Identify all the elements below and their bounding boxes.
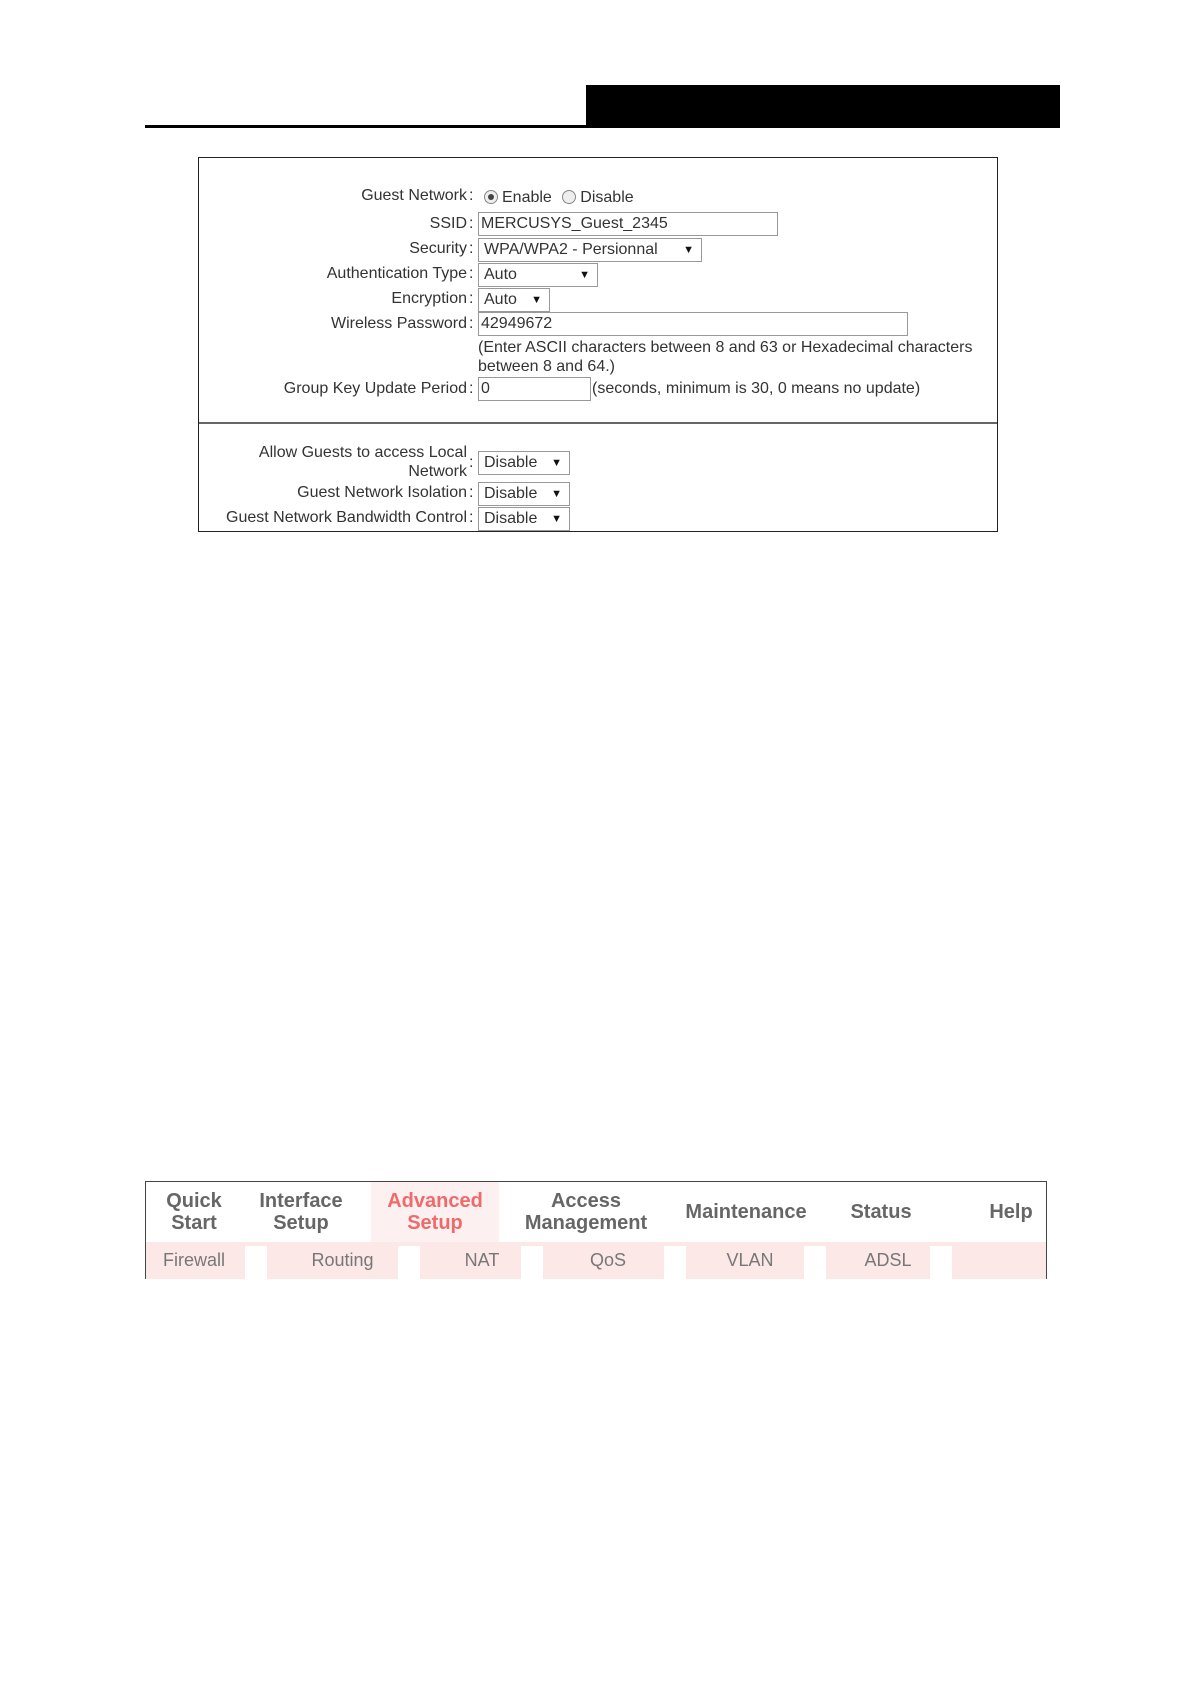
tab-help[interactable] <box>976 1182 1046 1242</box>
allow-local-label-line1: Allow Guests to access Local <box>258 444 467 461</box>
ssid-input[interactable]: MERCUSYS_Guest_2345 <box>478 212 778 236</box>
colon: : <box>469 380 474 397</box>
subtab-separator <box>804 1246 826 1279</box>
encryption-value: Auto <box>484 291 517 308</box>
guest-network-label: Guest Network <box>361 187 467 204</box>
group-key-label: Group Key Update Period <box>283 380 467 397</box>
colon: : <box>469 315 474 332</box>
allow-local-value: Disable <box>484 454 538 471</box>
tab-label-line1: Access <box>550 1190 622 1212</box>
security-value: WPA/WPA2 - Persionnal <box>484 241 658 258</box>
ssid-label: SSID <box>429 215 467 232</box>
tab-advanced-setup[interactable] <box>371 1182 499 1242</box>
nav-subtabs <box>146 1242 1046 1279</box>
group-key-input[interactable]: 0 <box>478 377 591 401</box>
colon: : <box>469 454 474 471</box>
tab-label-line1: Help <box>989 1201 1033 1223</box>
subtab-adsl[interactable]: ADSL <box>864 1250 912 1270</box>
bandwidth-value: Disable <box>484 510 538 527</box>
chevron-down-icon: ▼ <box>551 457 562 469</box>
header-black-bar <box>586 85 1060 128</box>
allow-local-label-line2: Network <box>408 463 467 480</box>
password-hint-line2: between 8 and 64.) <box>478 358 615 375</box>
auth-type-select[interactable] <box>478 263 598 287</box>
wireless-password-input[interactable]: 42949672 <box>478 312 908 336</box>
colon: : <box>469 187 474 204</box>
subtab-firewall[interactable]: Firewall <box>162 1250 225 1270</box>
tab-label-line1: Status <box>850 1201 912 1223</box>
guest-network-radios <box>484 189 634 207</box>
allow-local-select[interactable] <box>478 451 570 475</box>
chevron-down-icon: ▼ <box>551 513 562 525</box>
chevron-down-icon: ▼ <box>579 269 590 281</box>
subtab-separator <box>521 1246 543 1279</box>
encryption-label: Encryption <box>391 290 467 307</box>
auth-type-value: Auto <box>484 266 517 283</box>
nav-tabs <box>146 1182 1046 1242</box>
subtab-qos[interactable]: QoS <box>589 1250 627 1270</box>
subtab-separator <box>930 1246 952 1279</box>
tab-access-management[interactable] <box>516 1182 656 1242</box>
colon: : <box>469 509 474 526</box>
section-divider <box>199 422 997 424</box>
isolation-label: Guest Network Isolation <box>297 484 467 501</box>
subtab-vlan[interactable]: VLAN <box>726 1250 774 1270</box>
bandwidth-select[interactable] <box>478 507 570 531</box>
tab-label-line2: Start <box>171 1212 217 1234</box>
chevron-down-icon: ▼ <box>683 244 694 256</box>
subtab-routing[interactable]: Routing <box>311 1250 374 1270</box>
tab-maintenance[interactable] <box>676 1182 816 1242</box>
enable-radio-label: Enable <box>502 189 552 206</box>
header-rule <box>145 125 586 128</box>
isolation-select[interactable] <box>478 482 570 506</box>
group-key-hint: (seconds, minimum is 30, 0 means no update) <box>592 380 921 397</box>
chevron-down-icon: ▼ <box>531 294 542 306</box>
colon: : <box>469 265 474 282</box>
main-nav <box>145 1181 1047 1279</box>
security-select[interactable] <box>478 238 702 262</box>
colon: : <box>469 240 474 257</box>
subtab-separator <box>398 1246 420 1279</box>
allow-local-label <box>259 443 467 481</box>
enable-radio[interactable] <box>484 190 498 204</box>
subtab-nat[interactable]: NAT <box>464 1250 500 1270</box>
wireless-password-label: Wireless Password <box>330 315 467 332</box>
guest-network-panel <box>198 157 998 532</box>
tab-label-line2: Setup <box>273 1212 329 1234</box>
tab-label-line1: Interface <box>259 1190 343 1212</box>
isolation-value: Disable <box>484 485 538 502</box>
encryption-select[interactable] <box>478 288 550 312</box>
tab-label-line1: Advanced <box>387 1190 483 1212</box>
subtab-separator <box>664 1246 686 1279</box>
tab-label-line1: Maintenance <box>685 1201 807 1223</box>
colon: : <box>469 290 474 307</box>
subtab-separator <box>245 1246 267 1279</box>
password-hint <box>478 338 972 376</box>
colon: : <box>469 215 474 232</box>
tab-quick-start[interactable] <box>154 1182 234 1242</box>
tab-status[interactable] <box>836 1182 926 1242</box>
auth-type-label: Authentication Type <box>326 265 467 282</box>
tab-interface-setup[interactable] <box>246 1182 356 1242</box>
tab-label-line2: Setup <box>407 1212 463 1234</box>
disable-radio[interactable] <box>562 190 576 204</box>
chevron-down-icon: ▼ <box>551 488 562 500</box>
colon: : <box>469 484 474 501</box>
password-hint-line1: (Enter ASCII characters between 8 and 63 or Hexadecimal characters <box>478 339 973 356</box>
tab-label-line2: Management <box>524 1212 648 1234</box>
tab-label-line1: Quick <box>166 1190 222 1212</box>
bandwidth-label: Guest Network Bandwidth Control <box>226 509 467 526</box>
disable-radio-label: Disable <box>580 189 634 206</box>
security-label: Security <box>409 240 467 257</box>
